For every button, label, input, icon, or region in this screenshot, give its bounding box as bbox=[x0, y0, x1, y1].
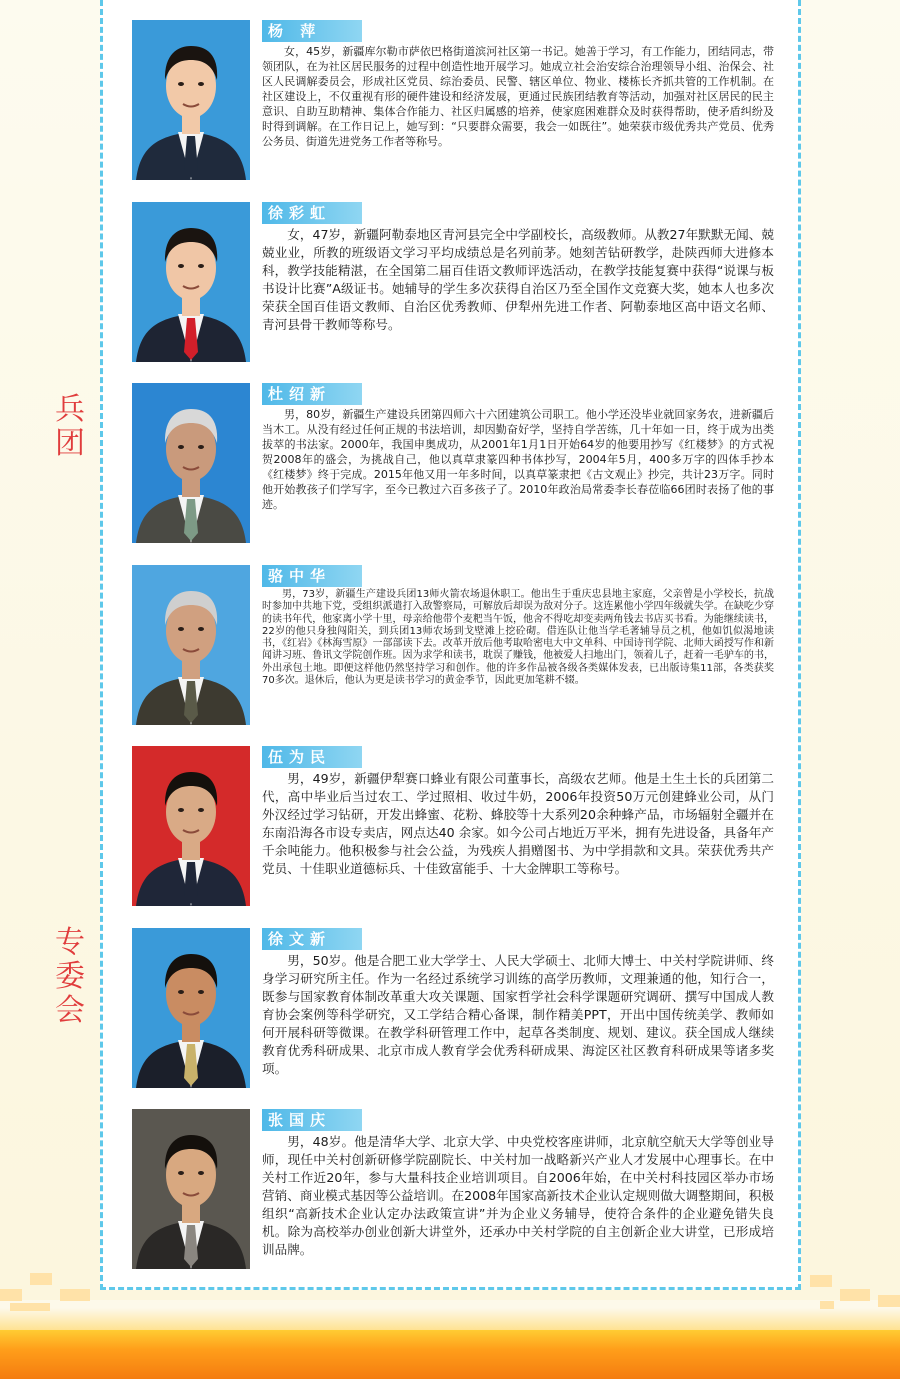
portrait-illustration bbox=[132, 202, 250, 362]
profile-bio: 男，50岁。他是合肥工业大学学士、人民大学硕士、北师大博士、中关村学院讲师、终身学习研究所主任。作为一名经过系统学习训练的高学历教师，文理兼通的他，知行合一，既参与国家教育体制改革重大攻关课题、国家哲学社会科学课题研究调研、撰写中国成人教育协会案例等科学研究，又工学结合精心备课，制作精美PPT，开出中国传统美学、教师如何开展科研等微课。在教学科研管理工作中，起草各类制度、规划、建议。获全国成人继续教育优秀科研成果、北京市成人教育学会优秀科研成果、海淀区社区教育科研成果等诸多奖项。 bbox=[262, 953, 774, 1076]
profile-name: 徐文新 bbox=[262, 928, 362, 950]
footer-glow bbox=[0, 1308, 900, 1332]
footer-band bbox=[0, 1330, 900, 1379]
profile-card bbox=[132, 20, 782, 182]
profile-bio: 男，48岁。他是清华大学、北京大学、中央党校客座讲师，北京航空航天大学等创业导师，现任中关村创新研修学院副院长、中关村加一战略新兴产业人才发展中心理事长。在中关村工作近20年，参与大量科技企业培训项目。自2006年始，在中关村科技园区举办市场营销、商业模式基因等公益培训。在2008年国家高新技术企业认定规则做大调整期间，积极组织“高新技术企业认定办法政策宣讲”并为企业义务辅导，使符合条件的企业避免错失良机。除为高校举办创业创新大讲堂外，还承办中关村学院的自主创新企业大讲堂，已形成培训品牌。 bbox=[262, 1134, 774, 1257]
portrait-eye bbox=[178, 264, 184, 268]
portrait-photo bbox=[132, 565, 250, 725]
portrait-eye bbox=[198, 808, 204, 812]
portrait-photo bbox=[132, 1109, 250, 1269]
profile-bio: 女，47岁，新疆阿勒泰地区青河县完全中学副校长，高级教师。从教27年默默无闻、兢兢业业，所教的班级语文学习平均成绩总是名列前茅。她刻苦钻研教学，赴陕西师大进修本科，教学技能精湛，在全国第二届百佳语文教师评选活动，在教学技能复赛中获得“说课与板书设计比赛”A级证书。她辅导的学生多次获得自治区乃至全国作文竞赛大奖，她本人也多次荣获全国百佳语文教师、自治区优秀教师、伊犁州先进工作者、阿勒泰地区高中语文名师、青河县骨干教师等称号。 bbox=[262, 227, 774, 332]
profile-card bbox=[132, 202, 782, 364]
profile-card bbox=[132, 928, 782, 1090]
section-label-zhuanweihui bbox=[44, 926, 96, 1028]
portrait-eye bbox=[178, 808, 184, 812]
portrait-eye bbox=[198, 445, 204, 449]
portrait-eye bbox=[178, 1171, 184, 1175]
profile-name: 杜绍新 bbox=[262, 383, 362, 405]
portrait-illustration bbox=[132, 1109, 250, 1269]
section-label-text: 兵团 bbox=[55, 392, 85, 461]
portrait-eye bbox=[198, 264, 204, 268]
portrait-eye bbox=[198, 1171, 204, 1175]
portrait-photo bbox=[132, 928, 250, 1088]
profile-bio: 男，80岁，新疆生产建设兵团第四师六十六团建筑公司职工。他小学还没毕业就回家务农，进新疆后当木工。从没有经过任何正规的书法培训，却因勤奋好学，坚持自学苦练，几十年如一日，终于成为出类拔萃的书法家。2000年，我国申奥成功，从2001年1月1日开始64岁的他要用抄写《红楼梦》的方式祝贺2008年的盛会，为挑战自己，他以真草隶篆四种书体抄写，2004年5月，400多万字的四体手抄本《红楼梦》终于完成。2015年他又用一年多时间，以真草篆隶把《古文观止》抄完，共计23万字。同时他开始教孩子们学写字，至今已教过六百多孩子了。2010年政治局常委李长春莅临66团时表扬了他的事迹。 bbox=[262, 408, 774, 511]
profile-name: 骆中华 bbox=[262, 565, 362, 587]
portrait-photo bbox=[132, 746, 250, 906]
portrait-eye bbox=[178, 445, 184, 449]
portrait-illustration bbox=[132, 383, 250, 543]
portrait-photo bbox=[132, 383, 250, 543]
profile-card bbox=[132, 1109, 782, 1271]
portrait-illustration bbox=[132, 565, 250, 725]
portrait-illustration bbox=[132, 746, 250, 906]
profile-bio: 男，49岁，新疆伊犁赛口蜂业有限公司董事长，高级农艺师。他是土生土长的兵团第二代，高中毕业后当过农工、学过照相、收过牛奶，2006年投资50万元创建蜂业公司，从门外汉经过学习钻研，开发出蜂蜜、花粉、蜂胶等十大系列20余种蜂产品，市场辐射全疆并在东南沿海各市设专卖店，网点达40 余家。如今公司占地近万平米，拥有先进设备，具备年产千余吨能力。他积极参与社会公益，为残疾人捐赠图书、为中学捐款和文具。荣获优秀共产党员、十佳职业道德标兵、十佳致富能手、十大金牌职工等称号。 bbox=[262, 771, 774, 876]
portrait-illustration bbox=[132, 20, 250, 180]
profile-name: 张国庆 bbox=[262, 1109, 362, 1131]
section-label-bingtuan bbox=[48, 393, 92, 461]
portrait-eye bbox=[198, 627, 204, 631]
profile-bio: 男，73岁，新疆生产建设兵团13师火箭农场退休职工。他出生于重庆忠县地主家庭，父亲曾是小学校长，抗战时参加中共地下党，受组织派遣打入敌警察局，可解放后却误为敌对分子。这连累他小学四年级就失学。在缺吃少穿的读书年代，他家离小学十里，母亲给他带个麦粑当午饭，他舍不得吃却变卖两角钱去书店买书看。为能继续读书，22岁的他只身独闯阳关，到兵团13师农场到戈壁滩上挖砼砌。借连队让他当学毛著辅导员之机，他如饥似渴地读书，《红岩》《林海雪原》一部部读下去。改革开放后他考取哈密电大中文单科、中国诗刊学院、北师大函授写作和新闻讲习班、鲁讯文学院创作班。因为求学和读书，耽误了赚钱，他被爱人扫地出门，领着儿子，赶着一毛驴车的书，外出承包土地。即便这样他仍然坚持学习和创作。他的许多作品被各级各类媒体发表，已出版诗集11部，各类获奖70多次。退休后，他认为更是读书学习的黄金季节，因此更加笔耕不辍。 bbox=[262, 589, 774, 687]
portrait-eye bbox=[178, 627, 184, 631]
profile-card bbox=[132, 565, 782, 727]
portrait-eye bbox=[178, 82, 184, 86]
profile-bio: 女，45岁，新疆库尔勒市萨依巴格街道滨河社区第一书记。她善于学习，有工作能力，团结同志，带领团队，在为社区居民服务的过程中创造性地开展学习。她成立社会治安综合治理领导小组、治保会、社区人民调解委员会，形成社区党员、综治委员、民警、辖区单位、物业、楼栋长齐抓共管的工作机制。在社区建设上，不仅重视有形的硬件建设和经济发展，更通过民族团结教育等活动，加强对社区居民的民主意识、自助互助精神、集体合作能力、社区归属感的培养，使家庭困难群众及时获得帮助，使矛盾纠纷及时得到调解。在工作日记上，她写到：“只要群众需要，我会一如既往”。她荣获市级优秀共产党员、优秀公务员、街道先进党务工作者等称号。 bbox=[262, 45, 774, 148]
portrait-eye bbox=[198, 82, 204, 86]
portrait-eye bbox=[178, 990, 184, 994]
portrait-eye bbox=[198, 990, 204, 994]
profile-name: 杨 萍 bbox=[262, 20, 362, 42]
portrait-illustration bbox=[132, 928, 250, 1088]
portrait-photo bbox=[132, 20, 250, 180]
section-label-text: 专委会 bbox=[55, 925, 85, 1028]
profile-card bbox=[132, 746, 782, 908]
profile-card bbox=[132, 383, 782, 545]
profile-name: 伍为民 bbox=[262, 746, 362, 768]
portrait-photo bbox=[132, 202, 250, 362]
profile-name: 徐彩虹 bbox=[262, 202, 362, 224]
